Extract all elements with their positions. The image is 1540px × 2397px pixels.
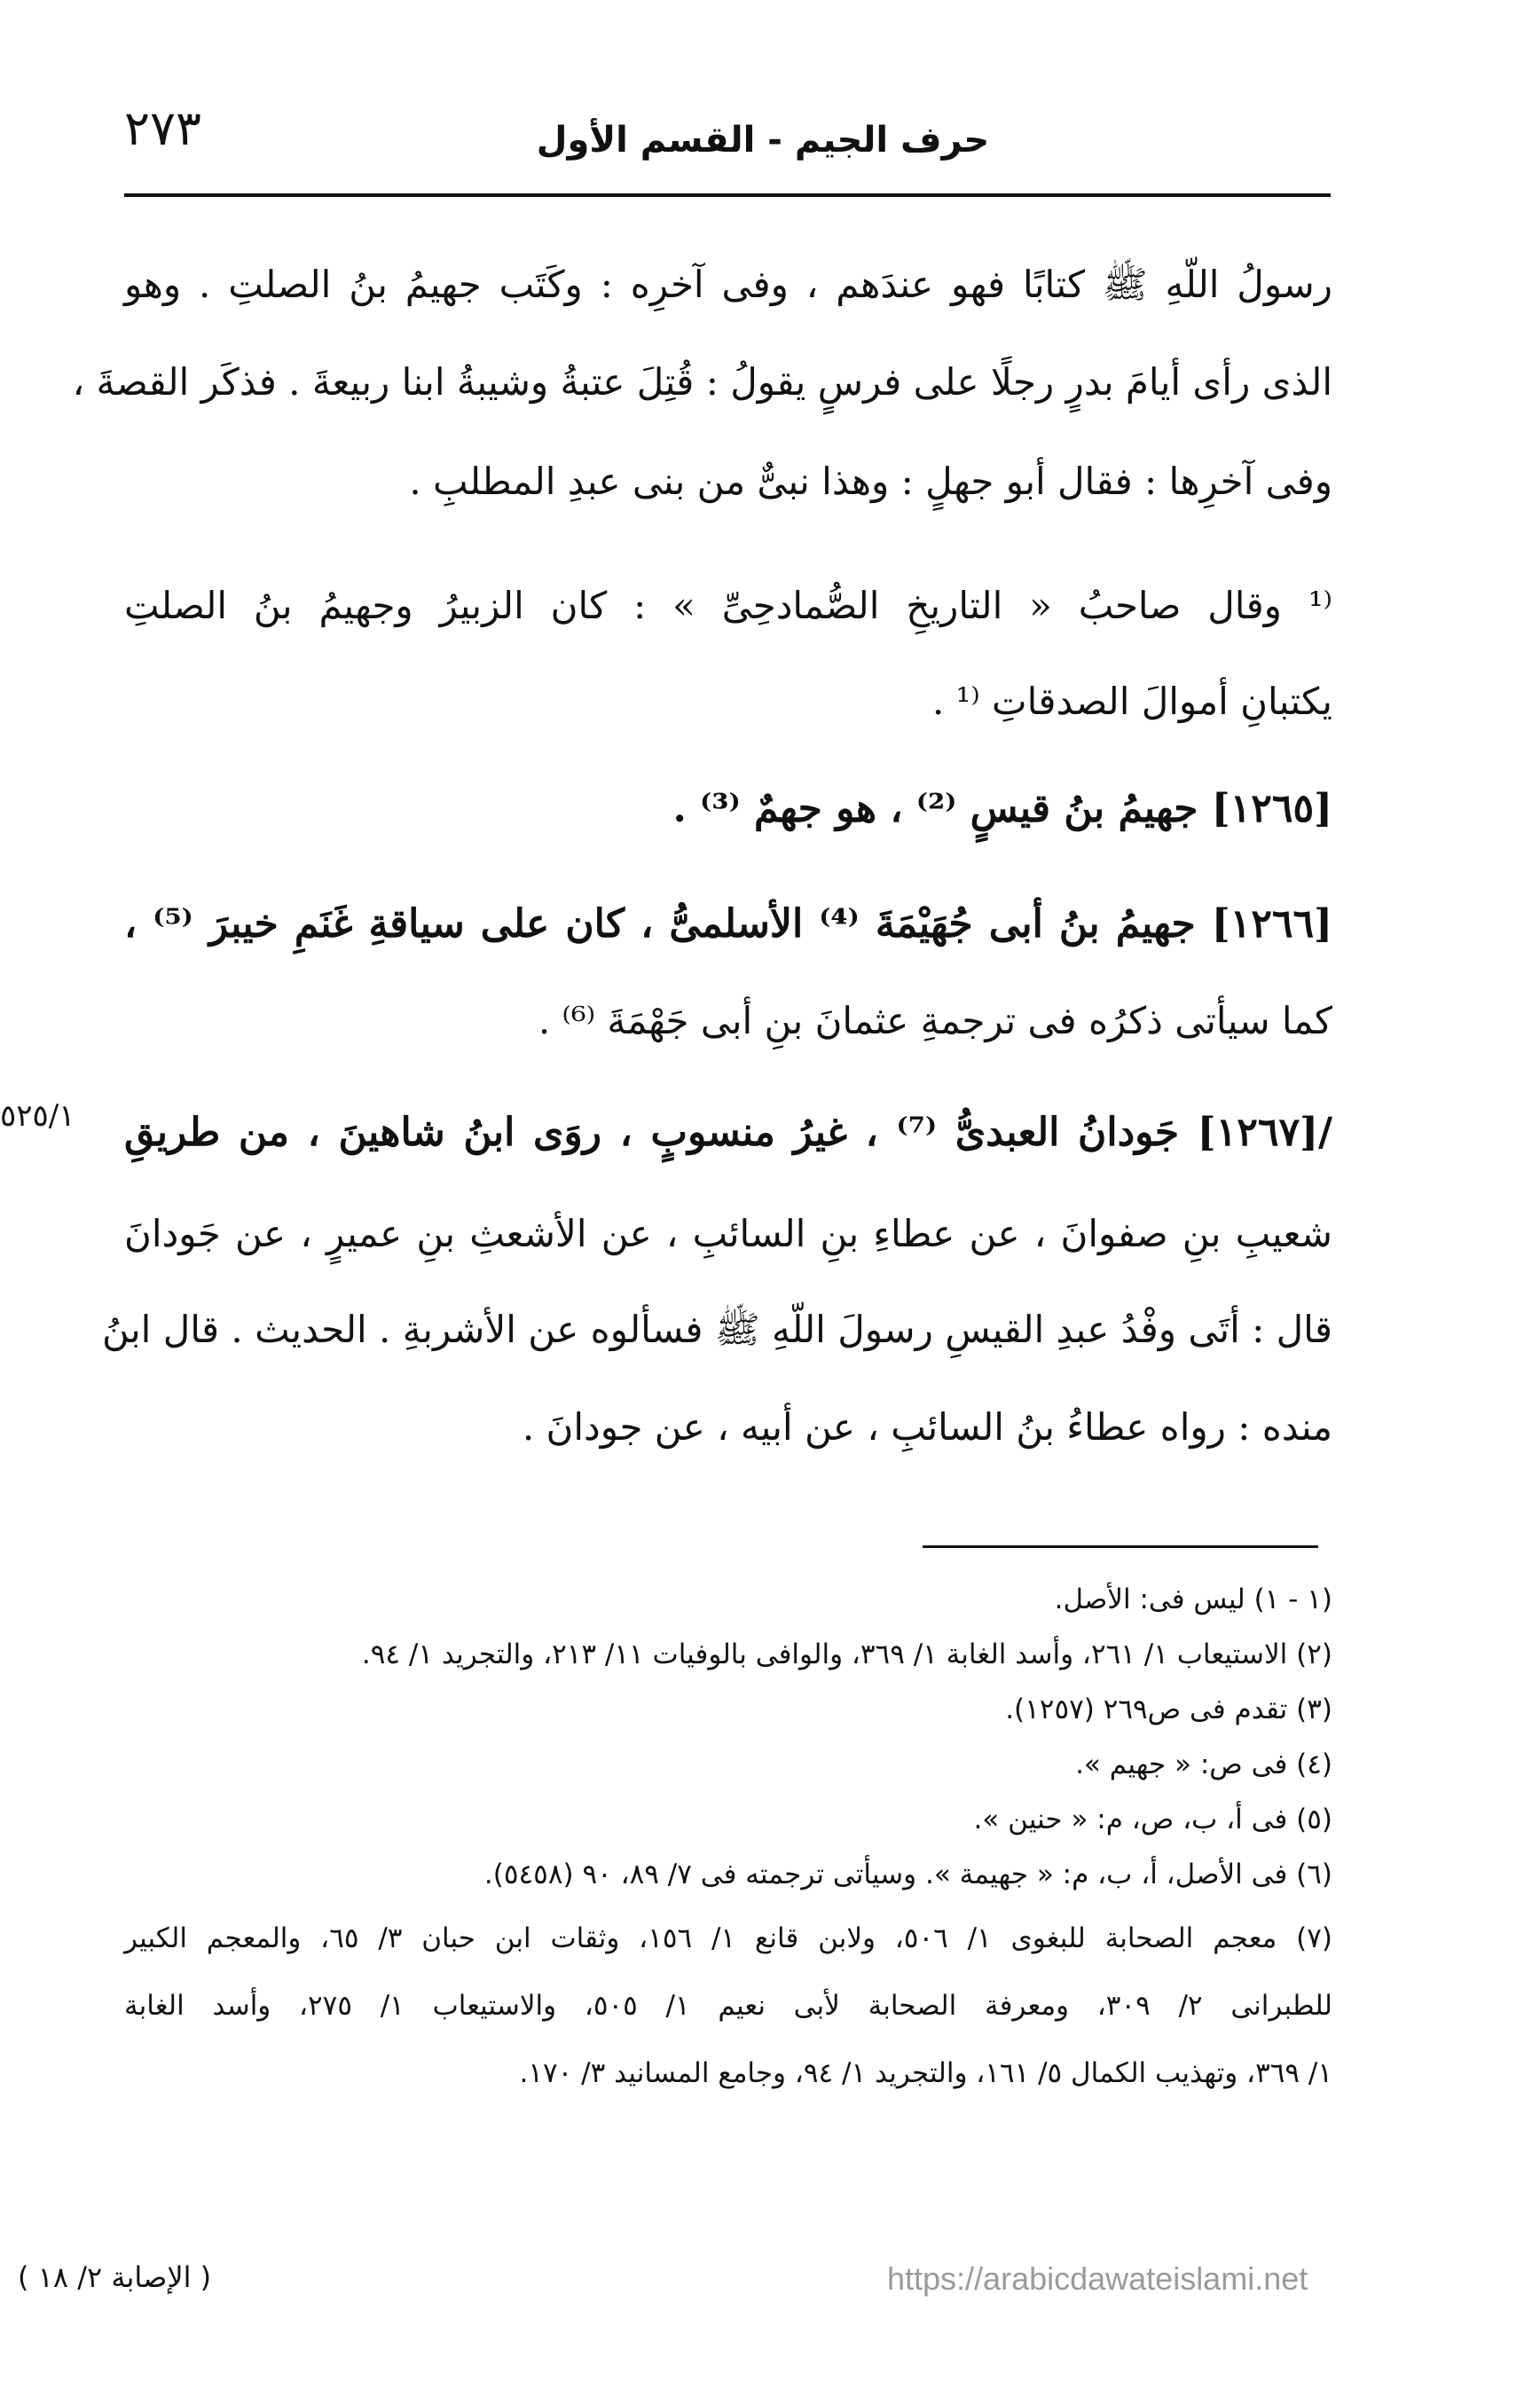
- text-line: قال : أتَى وفْدُ عبدِ القيسِ رسولَ اللّهِ ﷺ فسألوه عن الأشربةِ . الحديث . قال ابنُ: [102, 1308, 1332, 1351]
- main-text: [72, 263, 1333, 1490]
- footnote: (٢) الاستيعاب ١/ ٢٦١، وأسد الغابة ١/ ٣٦٩، والوافى بالوفيات ١١/ ٢١٣، والتجريد ١/ ٩٤.: [361, 1639, 1332, 1670]
- footnote: للطبرانى ٢/ ٣٠٩، ومعرفة الصحابة لأبى نعيم ١/ ٥٠٥، والاستيعاب ١/ ٢٧٥، وأسد الغابة: [124, 1990, 1332, 2022]
- footnotes: [124, 1584, 1332, 2169]
- text-line: وفى آخرِها : فقال أبو جهلٍ : وهذا نبىٌّ من بنى عبدِ المطلبِ .: [409, 460, 1332, 503]
- running-title: حرف الجيم - القسم الأول: [536, 120, 990, 161]
- footnote: ١/ ٣٦٩، وتهذيب الكمال ٥/ ١٦١، والتجريد ١/ ٩٤، وجامع المسانيد ٣/ ١٧٠.: [519, 2057, 1332, 2089]
- margin-note: ٥٢٥/١: [0, 1098, 75, 1134]
- footnote: (٣) تقدم فى ص٢٦٩ (١٢٥٧).: [1005, 1694, 1332, 1725]
- print-signature: ( الإصابة ٢/ ١٨ ): [18, 2260, 212, 2294]
- text-line: يكتبانِ أموالَ الصدقاتِ ⁽¹ .: [931, 680, 1332, 723]
- entry-1267: /[١٢٦٧] جَودانُ العبدىُّ ⁽⁷⁾ ، غيرُ منسوبٍ ، روَى ابنُ شاهينَ ، من طريقِ: [124, 1110, 1333, 1155]
- page-number: ٢٧٣: [124, 100, 202, 156]
- text-line: شعيبِ بنِ صفوانَ ، عن عطاءِ بنِ السائبِ ، عن الأشعثِ بنِ عميرٍ ، عن جَودانَ: [124, 1212, 1332, 1255]
- text-line: كما سيأتى ذكرُه فى ترجمةِ عثمانَ بنِ أبى جَهْمَةَ ⁽⁶⁾ .: [538, 999, 1332, 1042]
- footnote-rule: [923, 1545, 1318, 1548]
- footnote: (٤) فى ص: « جهيم ».: [1075, 1749, 1332, 1780]
- footnote: (٦) فى الأصل، أ، ب، م: « جهيمة ». وسيأتى ترجمته فى ٧/ ٨٩، ٩٠ (٥٤٥٨).: [483, 1859, 1332, 1890]
- text-line: الذى رأى أيامَ بدرٍ رجلًا على فرسٍ يقولُ : قُتِلَ عتبةُ وشيبةُ ابنا ربيعةَ . فذكَر القصةَ ،: [72, 360, 1332, 404]
- text-line: رسولُ اللّهِ ﷺ كتابًا فهو عندَهم ، وفى آخرِه : وكَتَب جهيمُ بنُ الصلتِ . وهو: [124, 263, 1332, 306]
- entry-1266: [١٢٦٦] جهيمُ بنُ أبى جُهَيْمَةَ ⁽⁴⁾ الأسلمىُّ ، كان على سياقةِ غَنَمِ خيبرَ ⁽⁵⁾ ،: [124, 901, 1332, 947]
- entry-1265: [١٢٦٥] جهيمُ بنُ قيسٍ ⁽²⁾ ، هو جهمٌ ⁽³⁾ .: [672, 786, 1332, 831]
- footnote: (٥) فى أ، ب، ص، م: « حنين ».: [973, 1804, 1332, 1835]
- text-line: ⁽¹ وقال صاحبُ « التاريخِ الصُّمادحِىِّ » : كان الزبيرُ وجهيمُ بنُ الصلتِ: [124, 584, 1332, 627]
- header-rule: [124, 193, 1331, 197]
- footnote: (٧) معجم الصحابة للبغوى ١/ ٥٠٦، ولابن قانع ١/ ١٥٦، وثقات ابن حبان ٣/ ٦٥، والمعجم الكبير: [124, 1922, 1332, 1954]
- watermark-link[interactable]: https://arabicdawateislami.net: [887, 2260, 1308, 2297]
- footnote: (١ - ١) ليس فى: الأصل.: [1054, 1584, 1332, 1615]
- text-line: منده : رواه عطاءُ بنُ السائبِ ، عن أبيه ، عن جودانَ .: [522, 1405, 1332, 1449]
